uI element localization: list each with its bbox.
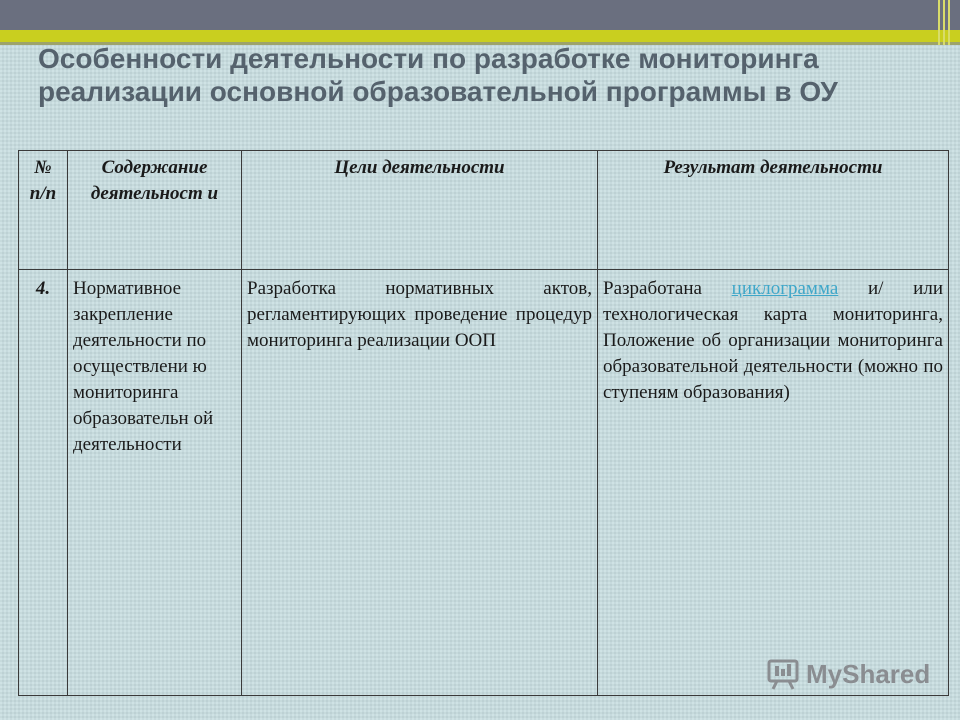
watermark-text: MyShared: [806, 658, 931, 689]
activity-table: [18, 150, 949, 696]
watermark-logo: [766, 654, 930, 694]
header-result: Результат деятельности: [598, 151, 949, 270]
table-row: [19, 270, 949, 696]
cyclogram-link[interactable]: циклограмма: [731, 278, 839, 299]
table-header-row: [19, 151, 949, 270]
slide-title: Особенности деятельности по разработке мониторинга реализации основной образовательной программы в ОУ: [38, 43, 838, 107]
header-goals: Цели деятельности: [242, 151, 598, 270]
row-result: Разработана циклограмма и/ или технологическая карта мониторинга, Положение об организации мониторинга образовательной деятельности (можно по ступеням образования): [598, 270, 949, 696]
row-number: 4.: [19, 270, 68, 696]
header-content: Содержание деятельност и: [68, 151, 242, 270]
corner-decoration: [936, 0, 950, 45]
row-goals: Разработка нормативных актов, регламентирующих проведение процедур мониторинга реализации ООП: [242, 270, 598, 696]
header-number: № п/п: [19, 151, 68, 270]
accent-stripe: [0, 30, 960, 42]
top-bar: [0, 0, 960, 30]
presentation-board-icon: [766, 657, 800, 691]
row-content: Нормативное закрепление деятельности по осуществлени ю мониторинга образовательн ой деятельности: [68, 270, 242, 696]
